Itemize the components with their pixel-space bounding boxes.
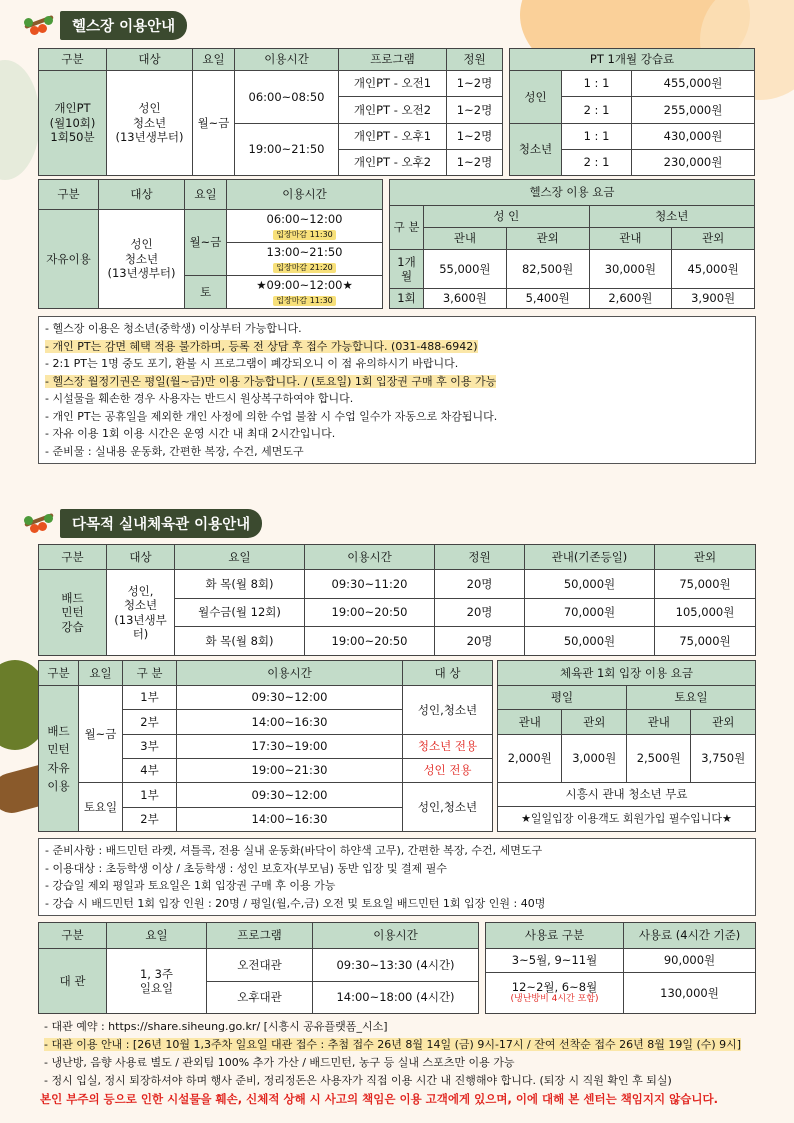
program-cell: 개인PT - 오후1	[339, 123, 447, 149]
col-header: 구분	[39, 923, 107, 949]
group-cell: 성인	[510, 71, 562, 124]
capacity-cell: 1~2명	[447, 97, 503, 123]
col-header: 관내(기존등일)	[525, 545, 655, 570]
fee-cell: 3,750원	[691, 735, 756, 783]
category-cell: 개인PT (월10회) 1회50분	[39, 71, 107, 176]
col-header: 정원	[435, 545, 525, 570]
days-cell: 1, 3주 일요일	[107, 949, 207, 1014]
ratio-cell: 1 : 1	[562, 123, 632, 149]
category-cell: 대 관	[39, 949, 107, 1014]
free-note: 시흥시 관내 청소년 무료	[498, 783, 756, 807]
time-cell: 14:00~18:00 (4시간)	[313, 981, 479, 1014]
col-header: 사용료 구분	[486, 923, 624, 949]
col-header: 구 분	[123, 661, 177, 686]
note-line: - 헬스장 월정기권은 평일(월~금)만 이용 가능합니다. / (토요일) 1회 입장권 구매 후 이용 가능	[45, 374, 497, 388]
ratio-cell: 2 : 1	[562, 149, 632, 175]
col-header: 관내	[626, 710, 690, 735]
category-cell: 배드 민턴 강습	[39, 570, 107, 656]
note-line: - 준비물 : 실내용 운동화, 간편한 복장, 수건, 세면도구	[45, 444, 304, 458]
note-line: - 정시 입실, 정시 퇴장하셔야 하며 행사 준비, 정리정돈은 사용자가 직접 이용 시간 내 진행해야 합니다. (퇴장 시 직원 확인 후 퇴실)	[44, 1074, 672, 1087]
part-cell: 3부	[123, 734, 177, 758]
badminton-free-table	[38, 660, 493, 832]
col-header: 관외	[691, 710, 756, 735]
time-slot	[227, 210, 383, 243]
time-cell: 19:00~21:50	[235, 123, 339, 176]
ratio-cell: 1 : 1	[562, 71, 632, 97]
entry-fee-table	[497, 660, 756, 832]
col-header: 성 인	[424, 206, 590, 228]
col-header: 요일	[175, 545, 305, 570]
time-cell: 09:30~13:30 (4시간)	[313, 949, 479, 982]
note-line: - 대관 이용 안내 : [26년 10월 1,3주차 일요일 대관 접수 : 추첨 접수 26년 8월 14일 (금) 9시-17시 / 잔여 선착순 접수 26년 8월 19일 (수) 9시]	[44, 1038, 742, 1051]
note-line: - 개인 PT는 감면 혜택 적용 불가하며, 등록 전 상담 후 접수 가능합니다. (031-488-6942)	[45, 339, 478, 353]
time-cell: 14:00~16:30	[177, 710, 403, 734]
fee-cell: 105,000원	[655, 598, 756, 627]
fee-cell: 230,000원	[632, 149, 755, 175]
col-header: 관내	[424, 228, 507, 250]
col-header: 프로그램	[339, 49, 447, 71]
col-header: 요일	[79, 661, 123, 686]
col-header: 관외	[562, 710, 626, 735]
col-header: 구분	[39, 49, 107, 71]
target-cell: 성인 청소년 (13년생부터)	[107, 71, 193, 176]
time-cell: 19:00~20:50	[305, 627, 435, 656]
capacity-cell: 20명	[435, 598, 525, 627]
fee-cell: 2,600원	[589, 288, 672, 308]
fee-cell: 2,000원	[498, 735, 562, 783]
days-cell: 토	[185, 276, 227, 309]
col-header: 관내	[498, 710, 562, 735]
day-cell: 화 목(월 8회)	[175, 627, 305, 656]
col-header: 구분	[39, 180, 99, 210]
fee-cell: 3,000원	[562, 735, 626, 783]
program-cell: 오전대관	[207, 949, 313, 982]
col-header: 요일	[193, 49, 235, 71]
col-header: 대상	[107, 545, 175, 570]
fee-cell: 45,000원	[672, 250, 755, 289]
period-cell: 3~5월, 9~11월	[486, 949, 624, 973]
program-cell: 개인PT - 오전1	[339, 71, 447, 97]
note-line: - 냉난방, 음향 사용료 별도 / 관외팀 100% 추가 가산 / 배드민턴, 농구 등 실내 스포츠만 이용 가능	[44, 1056, 515, 1069]
table-title: PT 1개월 강습료	[510, 49, 755, 71]
fee-cell: 30,000원	[589, 250, 672, 289]
time-slot	[227, 276, 383, 309]
note-line: - 개인 PT는 공휴일을 제외한 개인 사정에 의한 수업 불참 시 수업 일수가 자동으로 차감됩니다.	[45, 409, 498, 423]
col-header: 이용시간	[313, 923, 479, 949]
pt-table	[38, 48, 503, 176]
fee-cell: 50,000원	[525, 570, 655, 599]
fee-cell: 130,000원	[624, 972, 756, 1013]
branch-icon	[22, 10, 60, 40]
col-header: 이용시간	[305, 545, 435, 570]
days-cell: 월~금	[79, 686, 123, 783]
note-line: - 대관 예약 : https://share.siheung.go.kr/ [시흥시 공유플랫폼_시소]	[44, 1020, 388, 1033]
capacity-cell: 1~2명	[447, 71, 503, 97]
fee-cell: 255,000원	[632, 97, 755, 123]
time-text: ★09:00~12:00★	[256, 277, 353, 292]
fee-cell: 75,000원	[655, 570, 756, 599]
gym-notes	[38, 316, 756, 464]
entry-deadline-badge: 입장마감 21:20	[273, 263, 336, 273]
target-cell: 성인,청소년	[403, 783, 493, 832]
table-title: 체육관 1회 입장 이용 요금	[498, 661, 756, 686]
note-line: - 이용대상 : 초등학생 이상 / 초등학생 : 성인 보호자(부모님) 동반 입장 및 결제 필수	[45, 861, 448, 875]
member-note: ★일일입장 이용객도 회원가입 필수입니다★	[498, 807, 756, 832]
note-line: - 2:1 PT는 1명 중도 포기, 환불 시 프로그램이 폐강되오니 이 점 유의하시기 바랍니다.	[45, 357, 459, 370]
section-header-gym	[22, 12, 187, 38]
category-cell: 자유이용	[39, 210, 99, 309]
fee-cell: 430,000원	[632, 123, 755, 149]
col-header: 요일	[185, 180, 227, 210]
capacity-cell: 20명	[435, 570, 525, 599]
time-slot	[227, 243, 383, 276]
col-header: 평일	[498, 686, 627, 710]
target-cell: 성인 전용	[403, 758, 493, 782]
part-cell: 1부	[123, 686, 177, 710]
time-cell: 09:30~11:20	[305, 570, 435, 599]
entry-deadline-badge: 입장마감 11:30	[273, 296, 336, 306]
note-line: - 시설물을 훼손한 경우 사용자는 반드시 원상복구하여야 합니다.	[45, 392, 354, 405]
entry-deadline-badge: 입장마감 11:30	[273, 230, 336, 240]
time-text: 13:00~21:50	[266, 244, 343, 259]
note-line: - 헬스장 이용은 청소년(중학생) 이상부터 가능합니다.	[45, 322, 302, 335]
time-cell: 09:30~12:00	[177, 783, 403, 807]
period-sub: (냉난방비 4시간 포함)	[510, 994, 599, 1005]
rental-table	[38, 922, 479, 1014]
col-header: 프로그램	[207, 923, 313, 949]
table-title: 헬스장 이용 요금	[390, 180, 755, 206]
col-header: 대상	[99, 180, 185, 210]
group-cell: 청소년	[510, 123, 562, 176]
gym-fee-table	[389, 179, 755, 309]
day-cell: 화 목(월 8회)	[175, 570, 305, 599]
part-cell: 2부	[123, 807, 177, 831]
fee-cell: 50,000원	[525, 627, 655, 656]
capacity-cell: 1~2명	[447, 123, 503, 149]
note-line: - 강습 시 배드민턴 1회 입장 인원 : 20명 / 평일(월,수,금) 오전 및 토요일 배드민턴 1회 입장 인원 : 40명	[45, 896, 546, 910]
col-header: 관내	[589, 228, 672, 250]
time-cell: 19:00~20:50	[305, 598, 435, 627]
section-title: 다목적 실내체육관 이용안내	[60, 509, 262, 538]
program-cell: 오후대관	[207, 981, 313, 1014]
category-cell: 배드 민턴 자유 이용	[39, 686, 79, 832]
pt-fee-table	[509, 48, 755, 176]
fee-cell: 70,000원	[525, 598, 655, 627]
time-cell: 09:30~12:00	[177, 686, 403, 710]
badminton-lesson-table	[38, 544, 756, 656]
col-header: 대상	[107, 49, 193, 71]
hall-notes	[38, 838, 756, 916]
fee-cell: 3,600원	[424, 288, 507, 308]
time-cell: 19:00~21:30	[177, 758, 403, 782]
fee-cell: 3,900원	[672, 288, 755, 308]
fee-cell: 2,500원	[626, 735, 690, 783]
part-cell: 2부	[123, 710, 177, 734]
target-cell: 성인 청소년 (13년생부터)	[99, 210, 185, 309]
col-header: 관외	[506, 228, 589, 250]
note-line: - 강습일 제외 평일과 토요일은 1회 입장권 구매 후 이용 가능	[45, 879, 336, 892]
section-header-hall	[22, 510, 262, 536]
program-cell: 개인PT - 오후2	[339, 149, 447, 175]
col-header: 이용시간	[235, 49, 339, 71]
capacity-cell: 1~2명	[447, 149, 503, 175]
col-header: 이용시간	[227, 180, 383, 210]
fee-cell: 55,000원	[424, 250, 507, 289]
period-cell	[486, 972, 624, 1013]
col-header: 요일	[107, 923, 207, 949]
fee-cell: 82,500원	[506, 250, 589, 289]
time-cell: 14:00~16:30	[177, 807, 403, 831]
part-cell: 4부	[123, 758, 177, 782]
target-cell: 청소년 전용	[403, 734, 493, 758]
col-header: 청소년	[589, 206, 755, 228]
col-header: 구분	[39, 661, 79, 686]
free-use-table	[38, 179, 383, 309]
part-cell: 1부	[123, 783, 177, 807]
period-text: 12~2월, 6~8월	[511, 980, 598, 995]
col-header: 이용시간	[177, 661, 403, 686]
day-cell: 월수금(월 12회)	[175, 598, 305, 627]
col-header: 사용료 (4시간 기준)	[624, 923, 756, 949]
capacity-cell: 20명	[435, 627, 525, 656]
target-cell: 성인,청소년	[403, 686, 493, 735]
section-title: 헬스장 이용안내	[60, 11, 187, 40]
row-label: 1회	[390, 288, 424, 308]
fee-cell: 455,000원	[632, 71, 755, 97]
program-cell: 개인PT - 오전2	[339, 97, 447, 123]
rental-fee-table	[485, 922, 756, 1014]
fee-cell: 5,400원	[506, 288, 589, 308]
fee-cell: 90,000원	[624, 949, 756, 973]
col-header: 관외	[655, 545, 756, 570]
row-label: 1개월	[390, 250, 424, 289]
col-header: 토요일	[626, 686, 755, 710]
bg-decor	[0, 60, 40, 180]
col-header: 정원	[447, 49, 503, 71]
note-line: - 준비사항 : 배드민턴 라켓, 셔틀콕, 전용 실내 운동화(바닥이 하얀색 고무), 간편한 복장, 수건, 세면도구	[45, 844, 543, 857]
note-line: - 자유 이용 1회 이용 시간은 운영 시간 내 최대 2시간입니다.	[45, 427, 336, 440]
ratio-cell: 2 : 1	[562, 97, 632, 123]
time-text: 06:00~12:00	[266, 211, 343, 226]
time-cell: 06:00~08:50	[235, 71, 339, 124]
liability-warning: 본인 부주의 등으로 인한 시설물을 훼손, 신체적 상해 시 사고의 책임은 이용 고객에게 있으며, 이에 대해 본 센터는 책임지지 않습니다.	[40, 1092, 718, 1106]
footer-notes	[40, 1018, 764, 1108]
target-cell: 성인, 청소년 (13년생부터)	[107, 570, 175, 656]
time-cell: 17:30~19:00	[177, 734, 403, 758]
col-header: 구분	[39, 545, 107, 570]
days-cell: 월~금	[193, 71, 235, 176]
fee-cell: 75,000원	[655, 627, 756, 656]
branch-icon	[22, 508, 60, 538]
col-header: 관외	[672, 228, 755, 250]
col-header: 구 분	[390, 206, 424, 250]
col-header: 대 상	[403, 661, 493, 686]
days-cell: 월~금	[185, 210, 227, 276]
days-cell: 토요일	[79, 783, 123, 832]
